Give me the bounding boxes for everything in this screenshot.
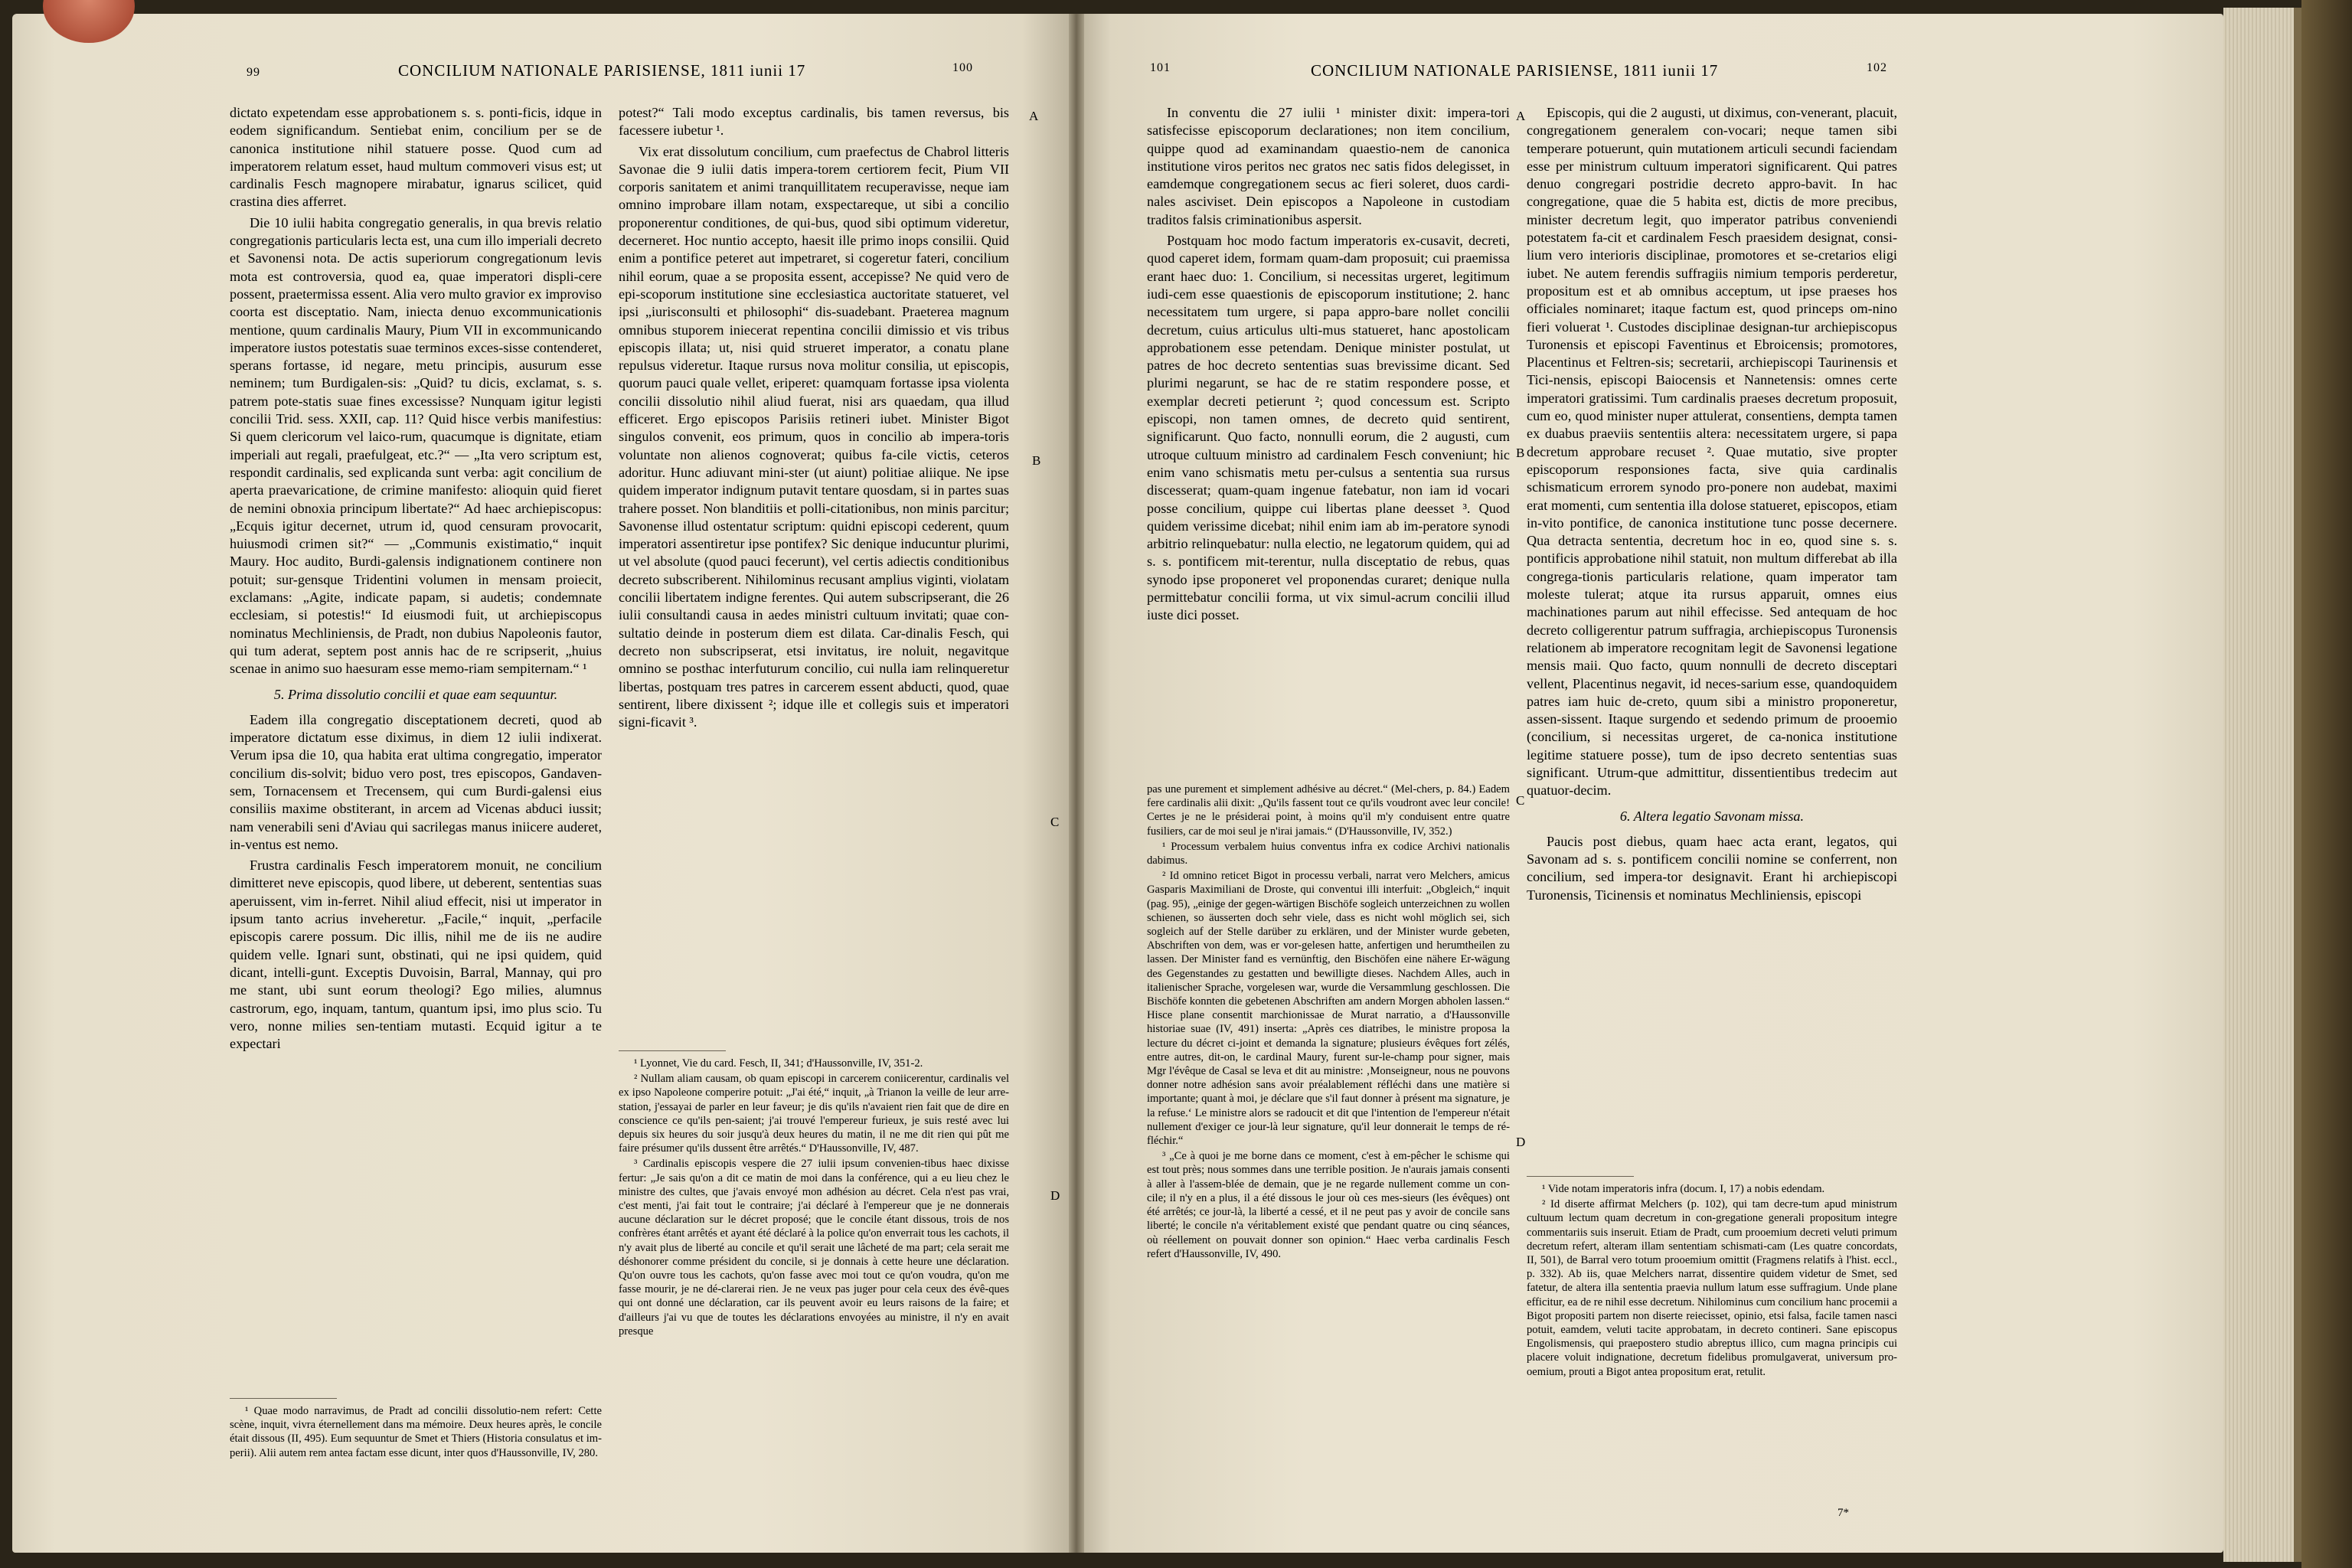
margin-marker-d: D	[1050, 1188, 1060, 1203]
margin-marker-d-right: D	[1516, 1135, 1526, 1149]
book-cover	[2301, 0, 2352, 1568]
footnote: ¹ Lyonnet, Vie du card. Fesch, II, 341; d'Haussonville, IV, 351-2.	[634, 1057, 923, 1070]
footnote: ² Nullam aliam causam, ob quam episcopi in carcerem coniicerentur, cardinalis vel ex ipso Napoleone comperire potuit: „J'ai été,“ inquit, „à Trianon la veille de leur arre-station, j'essayai de parler en leur faveur; je dis qu'ils n'avaient rien fait que de dire en conscience ce qu'ils pen-saient; j'ai trouvé l'empereur furieux, je suis resté avec lui depuis six heures du soir jusqu'à deux heures du matin, il ne me dit rien qui pût me faire présumer qu'ils dussent être arrêtés.“ D'Haussonville, IV, 487.	[619, 1073, 1009, 1155]
column-1	[230, 104, 602, 1056]
page-number-102: 102	[1867, 61, 1887, 74]
paragraph: Paucis post diebus, quam haec acta erant, legatos, qui Savonam ad s. s. pontificem concilii nomine se conferrent, non concilium, sed impera-tor designavit. Erant hi archiepiscopi Turonensis, Ticinensis et nominatus Mechliniensis, episcopi	[1527, 833, 1897, 903]
signature-mark: 7*	[1838, 1507, 1849, 1519]
paragraph: Frustra cardinalis Fesch imperatorem monuit, ne concilium dimitteret neve episcopis, quod libere, ut deberent, sententias suas aperuissent, vim in-ferret. Nihil aliud effecit, nisi ut imperator in ipsum tanto acrius inveheretur. „Facile,“ inquit, „perfacile episcopis carere possum. Dic illis, nihil me de iis ne audire quidem velle. Ignari sunt, obstinati, qui ne ipsi quidem, quid dicant, intelli-gunt. Exceptis Duvoisin, Barral, Mannay, qui pro me stant, ubi sunt eorum theologi? Ego milies, alumnus castrorum, ego, inquam, tantum, quantum ipsi, imo plus scio. Tu vero, nonne milies sen-tentiam mutasti. Ecquid igitur a te expectari	[230, 858, 602, 1052]
paragraph: Episcopis, qui die 2 augusti, ut diximus, con-venerant, placuit, congregationem generalem con-vocari; neque tamen sibi temperare potuerunt, quin mutationem articuli secundi faciendam esse per ministrum cultuum imperatori significarent. Qui patres denuo congregari postridie decreto appro-bavit. In hac congregatione, quae die 5 habita est, dictis de more precibus, minister decretum legit, quo imperator patribus conveniendi potestatem fa-cit et cardinalem Fesch praesidem designat, consi-lium vero interioris disciplinae, promotores et se-cretarios eligi iubet. Ne autem ferendis suffragiis nimium temporis perderetur, propositum est et ab omnibus acceptum, ut ipse praeses hos officiales nominaret; itaque factum est, quod princeps om-nino fieri voluerat ¹. Custodes disciplinae designan-tur archiepiscopus Turonensis et episcopi Faventinus et Ebroicensis; promotores, Placentinus et Feltren-sis; secretarii, archiepiscopi Taurinensis et Tici-nensis, episcopi Baiocensis et Nannetensis: omnes certe imperatori gratissimi. Tum cardinalis praeses decretum proposuit, cum eo, quod minister nuper attulerat, consentiens, dempta tamen ex duabus praeviis sententiis altera: necessitatem urgere, si papa decretum approbare recuset ². Quae mutatio, sive propter episcoporum responsiones facta, sive quia cardinalis schismaticum errorem synodo pro-ponere non audebat, maximi erat momenti, cum sententia illa dolose statueret, episcopos, etiam in-vito pontifice, de canonica institutione tunc posse decernere. Qua detracta sententia, decretum hoc in eo, quod sine s. s. pontificis approbatione nihil statuit, non multum differebat ab illa congrega-tionis particularis relatione, quam imperator tam moleste tulerat; atque ita rursus apparuit, omnes eius machinationes parum aut nihil effecisse. Sed antequam de hoc decreto colligerentur patrum suffragia, archiepiscopus Turonensis relationem ab imperatore recognitam legit de Savonensi legatione mensis maii. Quo facto, quum nonnulli de decreto disceptari vellent, Placentinus negavit, id neces-sarium esse, quandoquidem patres iam huic de-creto, quum sibi a ministro proponeretur, assen-sissent. Itaque surgendo et sedendo primum de prooemio (concilium, si necessitas urgeret, de ca-nonica institutione legitime statuere posse), tum de ipso decreto sententias suas significant. Utrum-que admittitur, dissentientibus tredecim aut quatuor-decim.	[1527, 105, 1897, 799]
footnote-rule	[1527, 1176, 1634, 1177]
paragraph: In conventu die 27 iulii ¹ minister dixit: impera-tori satisfecisse episcoporum declarationes; non item concilium, quippe quod ad examinandam quaestio-nem de canonica institutione viros peritos nec gratos nec satis fidos delegisset, in eamdemque congregationem secus ac fieri soleret, duos cardi-nales asciviset. Dein episcopos a Napoleone in custodiam traditos falsis criminationibus aspersit.	[1147, 105, 1510, 227]
footnote-continued: pas une purement et simplement adhésive au décret.“ (Mel-chers, p. 84.) Eadem fere cardinalis alii dixit: „Qu'ils fassent tout ce qu'ils voudront avec leur concile! Certes je ne le présiderai point, à moins qu'il m'y conduisent entre quatre fusiliers, car de moi seul je n'irai jamais.“ (D'Haussonville, IV, 352.)	[1147, 783, 1510, 838]
footnotes-col1	[230, 1404, 602, 1462]
book-gutter	[1069, 14, 1084, 1553]
margin-marker-a: A	[1029, 109, 1039, 123]
column-4	[1527, 104, 1897, 907]
footnote: ¹ Processum verbalem huius conventus infra ex codice Archivi nationalis dabimus.	[1147, 840, 1510, 867]
footnote-rule	[619, 1050, 726, 1051]
column-2	[619, 104, 1009, 734]
page-edges	[2223, 8, 2301, 1562]
margin-marker-c: C	[1050, 815, 1060, 829]
page-number-99: 99	[247, 66, 260, 79]
margin-marker-b: B	[1032, 453, 1041, 468]
margin-marker-b-right: B	[1516, 446, 1525, 460]
footnote: ¹ Vide notam imperatoris infra (docum. I, 17) a nobis edendam.	[1542, 1183, 1825, 1195]
footnote: ³ Cardinalis episcopis vespere die 27 iulii ipsum convenien-tibus haec dixisse fertur: „Je sais qu'on a dit ce matin de moi dans la conférence, qui a eu lieu chez le ministre des cultes, que j'avais envoyé mon adhésion au décret. Cela n'est pas vrai, c'est menti, j'ai fait tout le contraire; j'ai déclaré à l'empereur que je ne donnerais aucune déclaration sur le décret proposé; que le concile étant dissous, trois de nos confrères étant arrêtés et ayant été déclaré à la police qu'on enverrait tous les cachots, il n'y avait plus de liberté au concile et qu'il serait une lâcheté de ma part; cela serait me déshonorer comme président du concile, si je donnais à cette heure une déclaration. Qu'on ouvre tous les cachots, qu'on fasse avec moi tout ce qu'on voudra, qu'on me fasse mourir, je ne dé-clarerai rien. Je ne veux pas juger pour cela ceux des évê-ques qui ont donné une déclaration, car ils peuvent avoir eu leurs raisons de la faire; et d'ailleurs j'ai vu que de toutes les déclarations envoyées au ministre, il n'y en avait presque	[619, 1158, 1009, 1338]
footnotes-col3	[1147, 782, 1510, 1263]
footnote-rule	[230, 1398, 337, 1399]
footnote: ² Id diserte affirmat Melchers (p. 102), qui tam decre-tum apud ministrum cultuum lectum quam decretum in con-gregatione generali propositum integre commentariis suis inseruit. Etiam de Pradt, cum prooemium decreti veluti primum decretum refert, alteram illam sententiam schismati-cam (Les quatre concordats, II, 501), de Barral vero totum prooemium omittit (Fragmens relatifs à l'hist. eccl., p. 332). Ab iis, quae Melchers narrat, dissentire quidem videtur de Smet, sed fatetur, de altera illa sententia praevia nullum latum esse suffragium. Unde plane efficitur, ea de re nihil esse decretum. Nihilominus cum concilium hanc procemii a Bigot propositi partem non diserte reiecisset, opinio, etsi falsa, facile tamen nasci potuit, eamdem, veluti tacite approbatam, in decreto contineri. Sane episcopus Engolismensis, qui praepostero studio abreptus illico, cum magna principis cui placere voluit indignatione, decretum fidelibus promulgaverat, universum pro-oemium, prouti a Bigot antea propositum erat, retulit.	[1527, 1198, 1897, 1378]
paragraph: Postquam hoc modo factum imperatoris ex-cusavit, decreti, quod caperet idem, formam quam-dam proposuit; cui praemissa erant haec duo: 1. Concilium, si necessitas urgeret, legitimum iudi-cem esse quaestionis de episcoporum institutione; 2. hanc necessitatem tum urgere, si papa appro-bare nollet concilii decretum, cuius articulus ulti-mus statueret, hanc apostolicam approbationem esse petendam. Denique minister postulat, ut patres de hoc decreto sententias suas brevissime dicant. Sed plurimi negarunt, se hac de re statim respondere posse, et exemplar decreti petierunt ²; quod concessum est. Scripto episcopi, non tamen omnes, de decreto quid sentirent, significarunt. Quo facto, nonnulli eorum, die 2 augusti, cum utroque cultuum ministro ad cardinalem Fesch conveniunt; hic enim vano schismatis metu per-culsus a sententia sua rursus discesserat; quam-quam ingenue fatebatur, non iam id vocari posse concilium, quippe cui libertas plane deesset ³. Quod quidem verissime dicebat; nihil enim iam ab im-peratore synodi arbitrio relinquebatur: nulla electio, ne legatorum quidem, qui ad s. s. pontificem mit-terentur, nulla disceptatio de rebus, quas synodo ipse proponeret vel proponendas curaret; denique nulla permittebatur concilii forma, ut vix simul-acrum concilii illud iuste dici posset.	[1147, 233, 1510, 623]
paragraph: dictato expetendam esse approbationem s. s. ponti-ficis, idque in eodem significandum. Sentiebat enim, concilium per se de canonica institutione nihil statuere posse. Quod cum ad imperatorem relatum esset, haud multum commoveri visus est; ut cardinalis Fesch magnopere mirabatur, ignarus scilicet, quid crastina dies afferret.	[230, 105, 602, 210]
paragraph: Die 10 iulii habita congregatio generalis, in qua brevis relatio congregationis particularis lecta est, una cum illo imperiali decreto et Savonensi nota. De actis superiorum congregationum levis mota est controversia, quod ea, quae imperatori displi-cere possent, praetermissa essent. Alia vero multo gravior ex improviso coorta est disceptatio. Nam, iniecta denuo excommunicationis mentione, quum cardinalis Maury, Pium VII in excommunicando imperatore iustos potestatis suae terminos exces-sisse contenderet, sperans fortasse, id negare, metu principis, ausurum esse neminem; tum Burdigalen-sis: „Quid? tu dicis, exclamat, s. s. patrem pote-statis suae fines excessisse? Nunquam igitur legisti concilii Trid. sess. XXII, cap. 11? Quid hisce verbis manifestius: Si quem clericorum vel laico-rum, quacumque is dignitate, etiam imperiali aut regali, praefulgeat, etc.?“ — „Ita vero scriptum est, respondit cardinalis, sed explicanda sunt verba: agit concilium de aperta praevaricatione, de crimine manifesto: alioquin quid fieret de nemini obnoxia principum libertate?“ Ad haec archiepiscopus: „Ecquis igitur decernet, utrum id, quod censuram provocarit, huiusmodi crimen sit?“ — „Communis existimatio,“ inquit Maury. Hoc audito, Burdi-galensis indignationem continere non potuit; sur-gensque Tridentini volumen in mensam proiecit, exclamans: „Agite, indicate papam, si audetis; condemnate ecclesiam, si potestis!“ Id eiusmodi fuit, ut archiepiscopus nominatus Mechliniensis, de Pradt, non dubius Napoleonis fautor, qui tum aderat, septem post annis hac de re scripserit, „huius scenae in animo suo haesuram esse memo-riam sempiternam.“ ¹	[230, 214, 602, 677]
paragraph: Vix erat dissolutum concilium, cum praefectus de Chabrol litteris Savonae die 9 iulii datis impera-torem certiorem fecit, Pium VII corporis sanitatem et animi tranquillitatem recuperavisse, neque iam omnino improbare illam notam, exspectareque, ut sibi a concilio proponerentur conditiones, de qui-bus, quod sibi optimum videretur, decerneret. Hoc nuntio accepto, haesit ille primo inops consilii. Quid enim a pontifice peteret aut impetraret, si cogeretur fateri, concilium nihil eorum, quae a se proposita essent, accepisse? Ne quid vero de epi-scoporum institutione sine ecclesiastica auctoritate statueret, vel ipsi „iurisconsulti et philosophi“ dis-suadebant. Praeterea magnum omnibus stuporem iniecerat repentina concilii dimissio et vis tribus episcopis illata; ut, nisi quid strueret imperator, a conatu plane repulsus videretur. Itaque rursus nova molitur consilia, ut episcopis, quorum pauci quale vellet, eriperet: quamquam fortasse ipsa violenta concilii dissolutio nihil aliud fuerat, nisi ars quaedam, qua illud efficeret. Ergo episcopos Parisiis retineri iubet. Minister Bigot singulos convenit, eos primum, quos in concilio ab impera-toris voluntate non alienos cognoverat; quibus fa-cile victis, ceteros adoritur. Hunc adiuvant mini-ster (ut aiunt) politiae aliique. Ne ipse quidem imperator indignum putavit tentare quosdam, si in partes suas trahere posset. Non blanditiis et polli-citationibus, non minis parcitur; Savonense illud ostentatur scriptum: quidni episcopi cederent, quum imperatori assentiretur ipse pontifex? Sic denique inducuntur plurimi, ut vel absolute (quod pauci fecerunt), vel certis adiectis conditionibus decreto subscriberent. Nihilominus recusant amplius viginti, violatam concilii libertatem indigne ferentes. Qui autem subscripserant, die 26 iulii consultandi causa in aedes ministri cultuum invitati; quae con-sultatio deinde in posterum diem est dilata. Car-dinalis Fesch, qui decreto non subscripserat, etsi invitatus, ire noluit, negavitque omnino se posthac interfuturum concilio, cui nulla iam relinqueretur libertas, postquam tres patres in carcerem essent abducti, quod, quae sentirent, libere dixissent ²; idque ille et collegis suis et imperatori signi-ficavit ³.	[619, 143, 1009, 730]
section-heading-6: 6. Altera legatio Savonam missa.	[1619, 808, 1805, 824]
margin-marker-c-right: C	[1516, 793, 1525, 808]
paragraph: potest?“ Tali modo exceptus cardinalis, bis tamen reversus, bis facessere iubetur ¹.	[619, 105, 1009, 139]
paragraph: Eadem illa congregatio disceptationem decreti, quod ab imperatore dictatum esse diximus, in diem 12 iulii indixerat. Verum ipsa die 10, qua habita erat ultima congregatio, imperator concilium dis-solvit; biduo vero post, tres episcopos, Gandaven-sem, Tornacensem et Trecensem, qui cum Burdi-galensi eius consiliis maxime obstiterant, in arcem ad Vicenas abduci iussit; nam venerabili seni d'Aviau qui sacrilegas manus iniicere auderet, in-ventus est nemo.	[230, 711, 602, 852]
footnote: ¹ Quae modo narravimus, de Pradt ad concilii dissolutio-nem refert: Cette scène, inquit, vivra éternellement dans ma mémoire. Deux heures après, le concile était dissous (II, 495). Eum sequuntur de Smet et Thiers (Historia consulatus et im-perii). Alii autem rem antea factam esse dicunt, inter quos d'Haussonville, IV, 280.	[230, 1405, 602, 1459]
footnote: ³ „Ce à quoi je me borne dans ce moment, c'est à em-pêcher le schisme qui est tout près; nous sommes dans une terrible position. Je n'aurais jamais consenti à aller à l'assem-blée de demain, que je ne regarde nullement comme un con-cile; il n'y en a plus, il a été dissous le jour où ces mes-sieurs (les évêques) ont été arrêtés; ce jour-là, la liberté a cessé, et il ne peut pas y avoir de concile sans liberté; le concile n'a véritablement existé que pendant quatre ou cinq séances, où réellement on pouvait donner son opinion.“ Haec verba cardinalis Fesch refert d'Haussonville, IV, 490.	[1147, 1150, 1510, 1260]
running-head-left: CONCILIUM NATIONALE PARISIENSE, 1811 iunii 17	[398, 61, 806, 80]
column-3	[1147, 104, 1510, 628]
margin-marker-a-right: A	[1516, 109, 1526, 123]
footnote: ² Id omnino reticet Bigot in processu verbali, narrat vero Melchers, amicus Gasparis Maximiliani de Droste, qui conventui illi interfuit: „Obgleich,“ inquit (pag. 95), „einige der gegen-wärtigen Bischöfe sogleich unterzeichnen zu wollen schienen, so äusserten doch sehr viele, dass es nicht wohl möglich sei, sich sogleich auf der Stelle darüber zu erklären, und der Minister wurde gebeten, Abschriften von dem, was er vor-gelesen hatte, anfertigen und herumtheilen zu lassen. Der Minister fand es vernünftig, den Bischöfen eine nähere Er-wägung des Gegenstandes zu gestatten und bewilligte dieses. Nachdem Alles, auch in italienischer Sprache, vorgelesen war, wurde die Versammlung geschlossen. Die Bischöfe konnten die gebetenen Abschriften am andern Morgen abholen lassen.“ Hisce plane consentit marchionissae de Murat narratio, a d'Haussonville historiae suae (IV, 491) inserta: „Après ces diatribes, le ministre proposa la lecture du décret ci-joint et demanda la signature; plusieurs évêques fort zélés, entre autres, dit-on, le cardinal Maury, furent sur-le-champ pour signer, mais Mgr l'évêque de Casal se leva et dit au ministre: ‚Monseigneur, nous ne pouvons donner notre adhésion sans avoir préalablement réfléchi dans une matière si importante; quant à moi, je déclare que s'il faut donner à présent ma signature, je la refuse.‘ Le ministre alors se radoucit et dit que l'intention de l'empereur n'était nullement d'exiger ce jour-là leur signature, qu'il leur donnerait le temps de ré-fléchir.“	[1147, 870, 1510, 1148]
footnotes-col2	[619, 1057, 1009, 1340]
running-head-right: CONCILIUM NATIONALE PARISIENSE, 1811 iunii 17	[1311, 61, 1719, 80]
page-number-100: 100	[952, 61, 973, 74]
page-number-101: 101	[1150, 61, 1171, 74]
footnotes-col4	[1527, 1182, 1897, 1380]
section-heading-5: 5. Prima dissolutio concilii et quae eam sequuntur.	[273, 686, 558, 702]
